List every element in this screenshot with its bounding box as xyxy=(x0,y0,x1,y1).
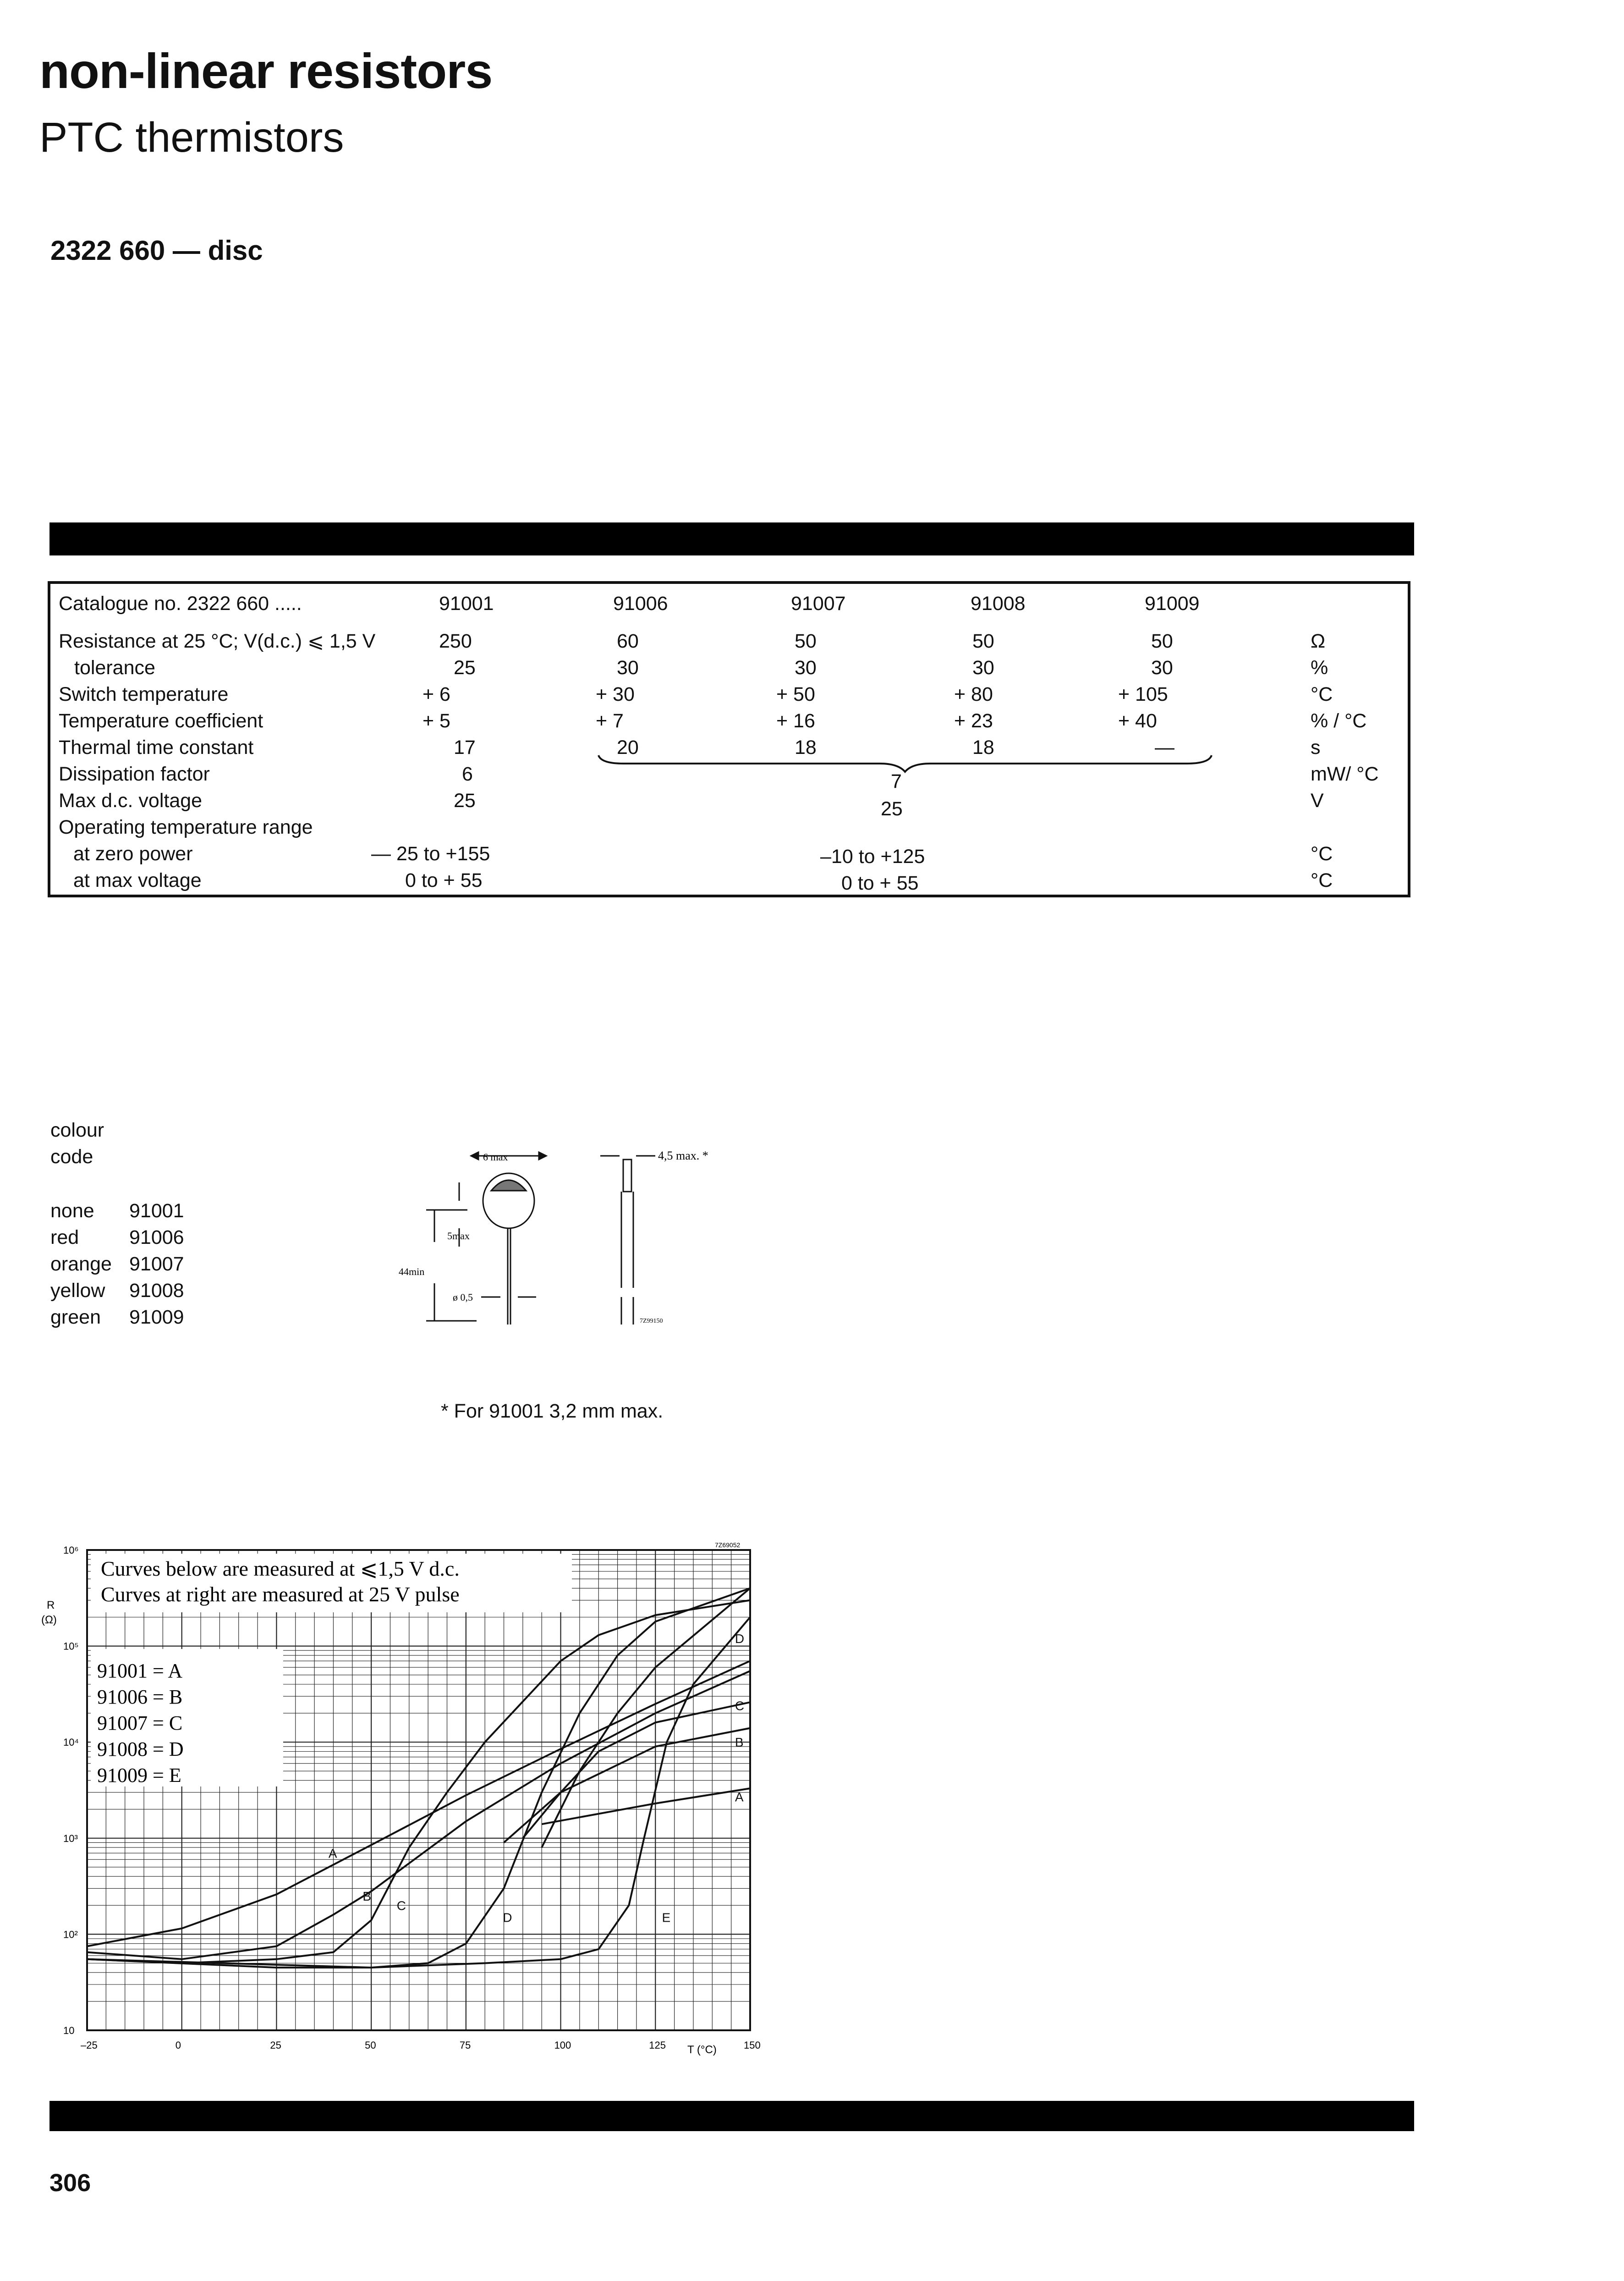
spec-unit: s xyxy=(1311,737,1321,759)
legend-entry: 91008 = D xyxy=(97,1738,184,1760)
spec-unit: V xyxy=(1311,790,1324,812)
colour-number: 91008 xyxy=(129,1280,184,1302)
catalogue-number: 91006 xyxy=(613,593,668,615)
catalogue-number: 91001 xyxy=(439,593,494,615)
spec-unit: % xyxy=(1311,657,1328,679)
spec-value: 6 xyxy=(462,763,473,785)
chart-note: Curves at right are measured at 25 V pulse xyxy=(101,1583,460,1606)
spec-unit: Ω xyxy=(1311,630,1326,652)
spec-value: 18 xyxy=(795,737,817,759)
y-tick-label: 10 xyxy=(63,2025,75,2036)
spec-value: 25 xyxy=(454,790,476,812)
spec-value: — xyxy=(1155,737,1174,759)
spec-value: 50 xyxy=(972,630,994,652)
series-label: B xyxy=(735,1735,744,1750)
spec-value-shared: 7 xyxy=(891,770,902,792)
catalogue-number: 91007 xyxy=(791,593,846,615)
spec-unit: °C xyxy=(1311,843,1333,865)
row-label-max-voltage: Max d.c. voltage xyxy=(59,790,203,812)
series-label: A xyxy=(328,1846,337,1861)
resistance-temperature-chart xyxy=(37,1540,793,2062)
x-tick-label: 75 xyxy=(459,2039,471,2051)
spec-value: 30 xyxy=(1151,657,1173,679)
dim-thickness-label: 4,5 max. * xyxy=(658,1149,708,1162)
colour-name: none xyxy=(50,1200,94,1222)
spec-value: + 23 xyxy=(954,710,993,732)
spec-value: + 40 xyxy=(1118,710,1157,732)
spec-value: + 7 xyxy=(596,710,624,732)
spec-value-shared: –10 to +125 xyxy=(820,846,925,868)
x-tick-label: 100 xyxy=(554,2039,571,2051)
y-tick-label: 10⁶ xyxy=(63,1544,79,1556)
spec-value: 50 xyxy=(1151,630,1173,652)
legend-entry: 91009 = E xyxy=(97,1764,181,1786)
x-tick-label: 0 xyxy=(175,2039,181,2051)
colour-number: 91001 xyxy=(129,1200,184,1222)
series-label: C xyxy=(735,1698,745,1713)
x-tick-label: 125 xyxy=(649,2039,666,2051)
series-label: D xyxy=(503,1910,512,1925)
spec-unit: °C xyxy=(1311,869,1333,891)
y-axis-label: R xyxy=(47,1599,55,1611)
spec-value: + 6 xyxy=(422,683,450,705)
spec-value-shared: 25 xyxy=(881,798,903,820)
spec-value: 50 xyxy=(795,630,817,652)
row-label-zero-power: at zero power xyxy=(73,843,193,865)
row-label-operating-range: Operating temperature range xyxy=(59,816,313,838)
spec-value: + 30 xyxy=(596,683,635,705)
colour-code-heading: code xyxy=(50,1146,93,1168)
dim-diameter-label: ø 0,5 xyxy=(453,1292,473,1303)
spec-value: 30 xyxy=(972,657,994,679)
colour-number: 91006 xyxy=(129,1226,184,1248)
row-label-switch-temperature: Switch temperature xyxy=(59,683,229,705)
row-label-dissipation: Dissipation factor xyxy=(59,763,210,785)
colour-code-heading: colour xyxy=(50,1119,104,1141)
y-tick-label: 10⁵ xyxy=(63,1640,79,1652)
spec-unit: mW/ °C xyxy=(1311,763,1379,785)
colour-number: 91009 xyxy=(129,1306,184,1328)
x-tick-label: 25 xyxy=(270,2039,281,2051)
series-label: B xyxy=(362,1889,372,1903)
x-tick-label: –25 xyxy=(81,2039,98,2051)
spec-value-shared: 0 to + 55 xyxy=(841,872,919,894)
y-tick-label: 10² xyxy=(63,1929,78,1940)
colour-name: red xyxy=(50,1226,79,1248)
row-label-resistance: Resistance at 25 °C; V(d.c.) ⩽ 1,5 V xyxy=(59,630,376,652)
page-number: 306 xyxy=(49,2169,91,2197)
y-tick-label: 10⁴ xyxy=(63,1737,79,1748)
series-pulse-line-B xyxy=(504,1728,751,1843)
spec-unit: % / °C xyxy=(1311,710,1367,732)
series-label: C xyxy=(396,1898,406,1913)
legend-entry: 91006 = B xyxy=(97,1686,183,1708)
spec-value: + 5 xyxy=(422,710,450,732)
x-tick-label: 50 xyxy=(365,2039,376,2051)
dim-width-label: 6 max xyxy=(483,1151,508,1163)
series-label: D xyxy=(735,1632,745,1646)
drawing-ref-code: 7Z99150 xyxy=(640,1318,663,1325)
spec-value: + 105 xyxy=(1118,683,1168,705)
colour-name: orange xyxy=(50,1253,112,1275)
spec-value: 60 xyxy=(617,630,639,652)
spec-value: + 50 xyxy=(776,683,815,705)
x-axis-label: T (°C) xyxy=(687,2044,717,2056)
row-label-thermal-time-constant: Thermal time constant xyxy=(59,737,254,759)
spec-value: 18 xyxy=(972,737,994,759)
catalogue-label: Catalogue no. 2322 660 ..... xyxy=(59,593,302,615)
page-title: non-linear resistors xyxy=(39,43,493,99)
spec-value: 20 xyxy=(617,737,639,759)
top-black-bar xyxy=(49,522,1414,555)
y-tick-label: 10³ xyxy=(63,1832,78,1844)
row-label-at-max-voltage: at max voltage xyxy=(73,869,202,891)
spec-value: 30 xyxy=(795,657,817,679)
footnote: * For 91001 3,2 mm max. xyxy=(441,1400,664,1422)
row-label-temperature-coefficient: Temperature coefficient xyxy=(59,710,263,732)
y-axis-label: (Ω) xyxy=(41,1614,57,1626)
colour-number: 91007 xyxy=(129,1253,184,1275)
spec-value: 25 xyxy=(454,657,476,679)
spec-value: + 16 xyxy=(776,710,815,732)
dimension-drawing xyxy=(385,1132,779,1338)
x-tick-label: 150 xyxy=(744,2039,761,2051)
spec-value: 17 xyxy=(454,737,476,759)
legend-entry: 91007 = C xyxy=(97,1712,183,1734)
colour-name: green xyxy=(50,1306,101,1328)
column-group-brace xyxy=(596,752,1214,779)
catalogue-number: 91008 xyxy=(971,593,1026,615)
catalogue-number: 91009 xyxy=(1145,593,1200,615)
spec-unit: °C xyxy=(1311,683,1333,705)
spec-value: — 25 to +155 xyxy=(371,843,490,865)
series-label: E xyxy=(662,1910,671,1925)
series-label: A xyxy=(735,1790,744,1804)
dim-lead-length-label: 44min xyxy=(399,1266,425,1277)
product-heading: 2322 660 — disc xyxy=(50,235,263,266)
chart-ref-code: 7Z69052 xyxy=(715,1541,741,1549)
colour-name: yellow xyxy=(50,1280,105,1302)
spec-value: 250 xyxy=(439,630,472,652)
chart-note: Curves below are measured at ⩽1,5 V d.c. xyxy=(101,1557,460,1580)
series-pulse-line-A xyxy=(542,1788,750,1824)
page-subtitle: PTC thermistors xyxy=(39,114,344,161)
spec-value: 30 xyxy=(617,657,639,679)
spec-value: + 80 xyxy=(954,683,993,705)
spec-value: 0 to + 55 xyxy=(405,869,483,891)
dim-head-label: 5max xyxy=(447,1230,470,1242)
row-label-tolerance: tolerance xyxy=(74,657,155,679)
legend-entry: 91001 = A xyxy=(97,1660,183,1682)
bottom-black-bar xyxy=(49,2101,1414,2131)
